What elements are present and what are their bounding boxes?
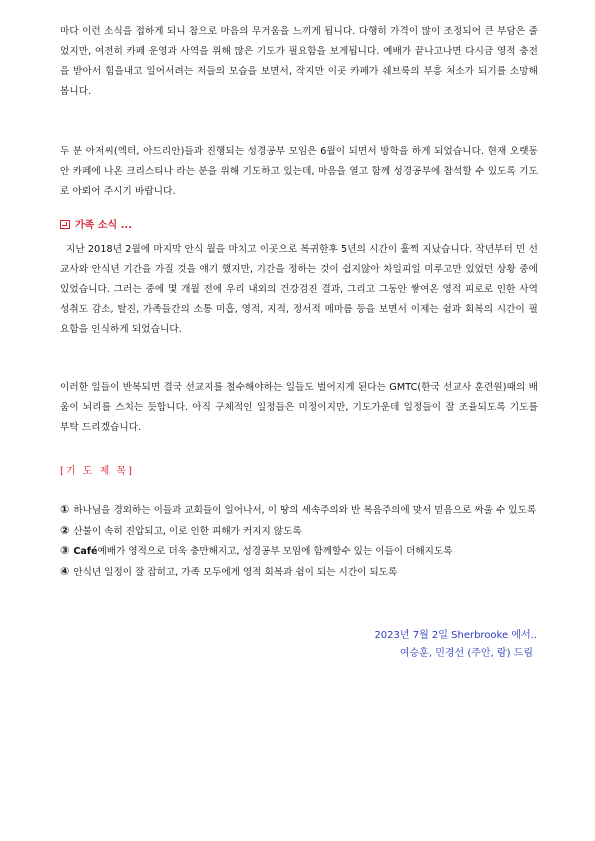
paragraph-sabbatical: 지난 2018년 2월에 마지막 안식 월을 마치고 이곳으로 복귀한후 5년의 시간이 훌쩍 지났습니다. 작년부터 민 선교사와 안식년 기간을 가질 것을 얘기 했지만, 기간을 정하는 것이 쉽지않아 차일피일 미루고만 있었던 상황 중에 있었습니다. 그러는 중에 몇 개월 전에 우리 내외의 건강검진 결과, 그리고 그동안 쌓여온 영적 피로로 인한 사역 성취도 감소, 탈진, 가족들간의 소통 미흡, 영적, 지적, 정서적 메마름 등을 보면서 이제는 쉼과 회복의 시간이 필요함을 인식하게 되었습니다. (60, 244, 538, 335)
signature-date-line: 2023년 7월 2일 Sherbrooke 에서.. (374, 630, 537, 641)
prayer-text: 예배가 영적으로 더욱 충만해지고, 성경공부 모임에 함께할수 있는 이들이 더해지도록 (97, 546, 453, 557)
family-news-heading (60, 216, 132, 231)
family-news-title: 가족 소식 ... (75, 220, 132, 231)
prayer-text: 안식년 일정이 잘 잡히고, 가족 모두에게 영적 회복과 쉼이 되는 시간이 되도록 (73, 566, 398, 578)
item-number: ① (60, 503, 70, 516)
paragraph-bible-study: 두 분 아저씨(엑터, 아드리안)들과 진행되는 성경공부 모임은 6월이 되면서 방학을 하게 되었습니다. 현재 오랫동안 카페에 나온 크리스티나 라는 분을 위해 기도하고 있는데, 마음을 열고 함께 성경공부에 참석할 수 있도록 기도로 아뢰어 주시기 바랍니다. (60, 146, 538, 197)
prayer-text: 산불이 속히 진압되고, 이로 인한 피해가 커지지 않도록 (73, 525, 302, 537)
prayer-item (60, 562, 538, 583)
item-number: ④ (60, 564, 70, 578)
prayer-item (60, 500, 538, 521)
item-number: ② (60, 523, 70, 537)
prayer-item (60, 521, 538, 542)
paragraph-gmtc: 이러한 일들이 반복되면 결국 선교지를 철수해야하는 일들도 벌어지게 된다는 GMTC(한국 선교사 훈련원)때의 배움이 뇌리를 스치는 듯합니다. 아직 구체적인 일정들은 미정이지만, 기도가운데 일정들이 잘 조율되도록 기도를 부탁 드리겠습니다. (60, 382, 538, 433)
prayer-list (60, 500, 538, 582)
paragraph-cafe-ministry: 마다 이런 소식을 접하게 되니 참으로 마음의 무거움을 느끼게 됩니다. 다행히 가격이 많이 조정되어 큰 부담은 줄었지만, 여전히 카페 운영과 사역을 위해 많은 기도가 필요함을 보게됩니다. 예배가 끝나고나면 다시금 영적 충전을 받아서 힘을내고 일어서려는 저들의 모습을 보면서, 작지만 이곳 카페가 쉐브룩의 부흥 처소가 되기를 소망해 봅니다. (60, 26, 538, 97)
signature-names-line: 여승훈, 민경선 (주안, 람) 드림 (399, 648, 533, 659)
checkbox-icon (60, 220, 70, 229)
prayer-text: 하나님을 경외하는 이들과 교회들이 일어나서, 이 땅의 세속주의와 반 복음주의에 맞서 믿음으로 싸울 수 있도록 (73, 505, 537, 516)
prayer-title: [기 도 제 목] (60, 466, 134, 477)
item-number: ③ (60, 544, 70, 557)
prayer-item (60, 541, 538, 562)
cafe-word: Café (73, 546, 98, 557)
